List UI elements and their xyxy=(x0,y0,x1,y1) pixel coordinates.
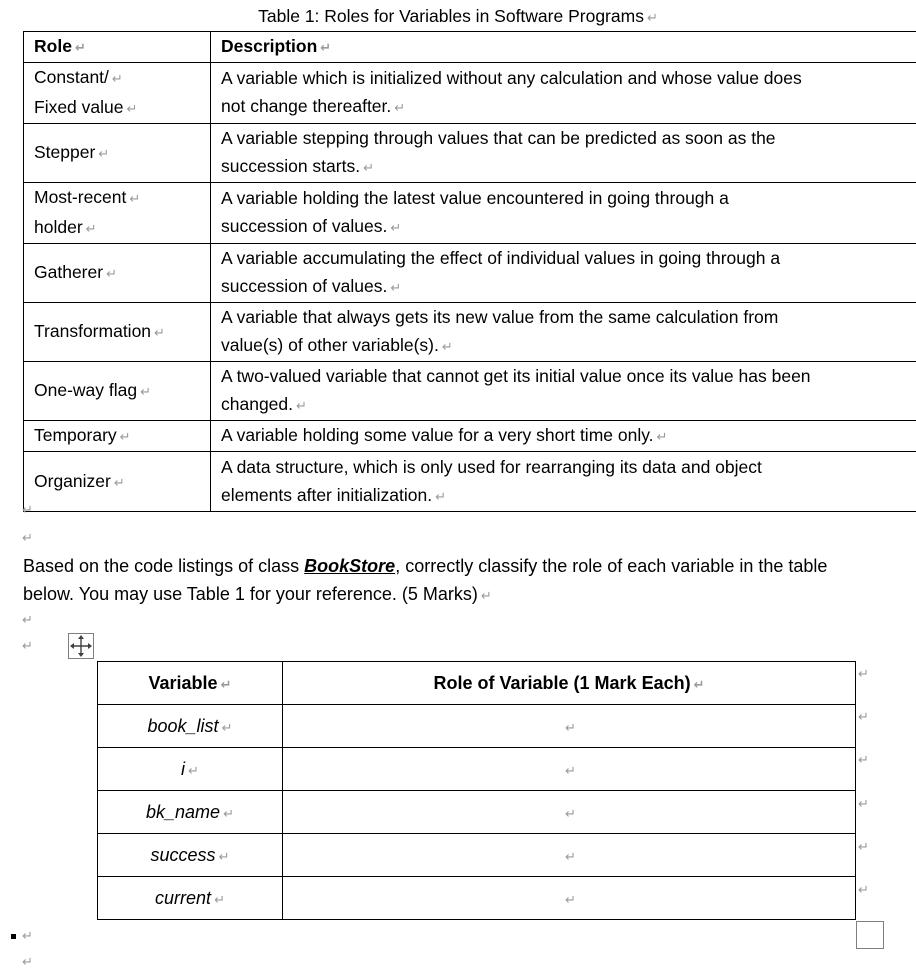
description-cell-line: A variable accumulating the effect of individual values in going through a xyxy=(221,248,781,268)
variable-row xyxy=(98,791,856,834)
paragraph-mark: ↵ xyxy=(565,762,576,778)
paragraph-mark: ↵ xyxy=(693,676,705,692)
paragraph-mark: ↵ xyxy=(22,612,33,627)
role-cell xyxy=(24,303,211,362)
table-resize-handle[interactable] xyxy=(856,921,884,949)
paragraph-mark: ↵ xyxy=(441,339,453,354)
paragraph-mark: ↵ xyxy=(22,530,33,545)
paragraph-mark: ↵ xyxy=(320,40,332,55)
header-description: Description ↵ xyxy=(211,32,916,63)
table-move-handle-icon[interactable] xyxy=(68,633,94,659)
role-answer-cell[interactable] xyxy=(283,791,856,834)
paragraph-mark: ↵ xyxy=(363,160,374,175)
paragraph-mark: ↵ xyxy=(223,805,234,821)
role-cell-line: Most-recent ↵ xyxy=(34,187,141,207)
description-cell xyxy=(211,362,916,421)
description-cell-line: succession of values. ↵ xyxy=(221,276,402,296)
paragraph-mark: ↵ xyxy=(390,280,402,295)
role-cell xyxy=(24,124,211,183)
header-role: Role ↵ xyxy=(24,32,211,63)
role-answer-cell[interactable] xyxy=(283,748,856,791)
roles-table-row xyxy=(24,421,916,452)
variable-row xyxy=(98,705,856,748)
role-answer-cell[interactable] xyxy=(283,834,856,877)
description-cell xyxy=(211,183,916,244)
description-cell xyxy=(211,303,916,362)
roles-table-row xyxy=(24,452,916,512)
paragraph-mark: ↵ xyxy=(74,40,86,55)
paragraph-mark: ↵ xyxy=(656,429,668,444)
instruction-line-2: below. You may use Table 1 for your reference. (5 Marks) ↵ xyxy=(23,584,492,604)
role-cell xyxy=(24,244,211,303)
row-end-mark: ↵ xyxy=(858,839,869,854)
paragraph-mark: ↵ xyxy=(220,676,232,692)
role-cell xyxy=(24,63,211,124)
roles-table-row xyxy=(24,63,916,124)
role-cell-line: Constant/ ↵ xyxy=(34,67,123,87)
roles-table-row xyxy=(24,124,916,183)
description-cell xyxy=(211,244,916,303)
paragraph-mark: ↵ xyxy=(221,719,233,735)
roles-table-row xyxy=(24,183,916,244)
description-cell-line: succession of values. ↵ xyxy=(221,216,402,236)
row-end-mark: ↵ xyxy=(858,709,869,724)
role-cell xyxy=(24,362,211,421)
instruction-line-1: Based on the code listings of class BookStore, correctly classify the role of each variable in the table xyxy=(23,556,828,576)
paragraph-mark: ↵ xyxy=(22,502,33,517)
paragraph-mark: ↵ xyxy=(565,891,576,907)
paragraph-mark: ↵ xyxy=(22,928,33,943)
description-cell-line: changed. ↵ xyxy=(221,394,307,414)
roles-table xyxy=(23,31,916,512)
roles-table-row xyxy=(24,362,916,421)
description-cell xyxy=(211,421,916,452)
variable-name-cell: i ↵ xyxy=(98,748,283,791)
description-cell-line: A data structure, which is only used for rearranging its data and object xyxy=(221,456,762,477)
paragraph-mark: ↵ xyxy=(218,848,230,864)
roles-table-row xyxy=(24,244,916,303)
paragraph-mark: ↵ xyxy=(480,588,492,603)
row-end-mark: ↵ xyxy=(858,666,869,681)
paragraph-mark: ↵ xyxy=(394,100,406,115)
role-cell-line: Temporary ↵ xyxy=(34,425,131,445)
paragraph-mark: ↵ xyxy=(22,954,33,969)
role-cell-line: Transformation ↵ xyxy=(34,321,165,341)
paragraph-mark: ↵ xyxy=(390,220,402,235)
paragraph-mark: ↵ xyxy=(85,221,97,236)
roles-table-row xyxy=(24,303,916,362)
role-cell-line: Gatherer ↵ xyxy=(34,262,117,282)
variable-name-cell: bk_name ↵ xyxy=(98,791,283,834)
paragraph-mark: ↵ xyxy=(565,848,576,864)
paragraph-mark: ↵ xyxy=(98,146,110,161)
paragraph-mark: ↵ xyxy=(113,474,125,490)
paragraph-mark: ↵ xyxy=(565,805,576,821)
variable-row xyxy=(98,748,856,791)
variable-name-cell: book_list ↵ xyxy=(98,705,283,748)
row-end-mark: ↵ xyxy=(858,882,869,897)
description-cell-line: not change thereafter. ↵ xyxy=(221,96,406,116)
description-cell-line: A two-valued variable that cannot get its initial value once its value has been xyxy=(221,366,811,386)
role-cell-line: holder ↵ xyxy=(34,217,97,237)
variable-row xyxy=(98,877,856,920)
variable-row xyxy=(98,834,856,877)
description-cell xyxy=(211,452,916,512)
paragraph-mark: ↵ xyxy=(188,762,199,778)
header-role-of-variable: Role of Variable (1 Mark Each) ↵ xyxy=(283,662,856,705)
description-cell xyxy=(211,63,916,124)
bullet-marker xyxy=(11,934,16,939)
class-name: BookStore xyxy=(304,556,396,576)
role-cell-line: Organizer ↵ xyxy=(34,470,125,491)
paragraph-mark: ↵ xyxy=(119,429,131,444)
paragraph-mark: ↵ xyxy=(126,101,138,116)
table1-caption-text: Table 1: Roles for Variables in Software Programs xyxy=(258,6,644,26)
paragraph-mark: ↵ xyxy=(129,191,141,206)
description-cell-line: A variable which is initialized without any calculation and whose value does xyxy=(221,68,802,88)
description-cell xyxy=(211,124,916,183)
description-cell-line: A variable holding the latest value encountered in going through a xyxy=(221,188,729,208)
description-cell-line: A variable that always gets its new value from the same calculation from xyxy=(221,307,779,327)
instruction-paragraph xyxy=(23,552,916,610)
header-variable: Variable ↵ xyxy=(98,662,283,705)
description-cell-line: value(s) of other variable(s). ↵ xyxy=(221,335,453,355)
role-cell-line: Stepper ↵ xyxy=(34,142,110,162)
table1-caption xyxy=(0,4,916,30)
variable-table-header xyxy=(98,662,856,705)
paragraph-mark: ↵ xyxy=(154,325,165,340)
role-cell xyxy=(24,421,211,452)
paragraph-mark: ↵ xyxy=(435,488,446,504)
description-cell-line: A variable holding some value for a very short time only. ↵ xyxy=(221,425,668,445)
variable-name-cell: current ↵ xyxy=(98,877,283,920)
roles-table-header xyxy=(24,32,916,63)
role-answer-cell[interactable] xyxy=(283,705,856,748)
paragraph-mark: ↵ xyxy=(22,638,33,653)
role-cell xyxy=(24,452,211,512)
description-cell-line: A variable stepping through values that can be predicted as soon as the xyxy=(221,128,776,148)
role-cell-line: Fixed value ↵ xyxy=(34,97,138,117)
role-cell xyxy=(24,183,211,244)
paragraph-mark: ↵ xyxy=(106,266,117,281)
paragraph-mark: ↵ xyxy=(111,71,123,86)
paragraph-mark: ↵ xyxy=(214,891,225,907)
role-cell-line: One-way flag ↵ xyxy=(34,380,152,400)
paragraph-mark: ↵ xyxy=(646,10,658,25)
variable-roles-table xyxy=(97,661,856,920)
description-cell-line: elements after initialization. ↵ xyxy=(221,484,446,505)
row-end-mark: ↵ xyxy=(858,796,869,811)
variable-name-cell: success ↵ xyxy=(98,834,283,877)
role-answer-cell[interactable] xyxy=(283,877,856,920)
description-cell-line: succession starts. ↵ xyxy=(221,156,374,176)
paragraph-mark: ↵ xyxy=(296,398,307,413)
paragraph-mark: ↵ xyxy=(140,384,152,399)
paragraph-mark: ↵ xyxy=(565,719,576,735)
row-end-mark: ↵ xyxy=(858,752,869,767)
